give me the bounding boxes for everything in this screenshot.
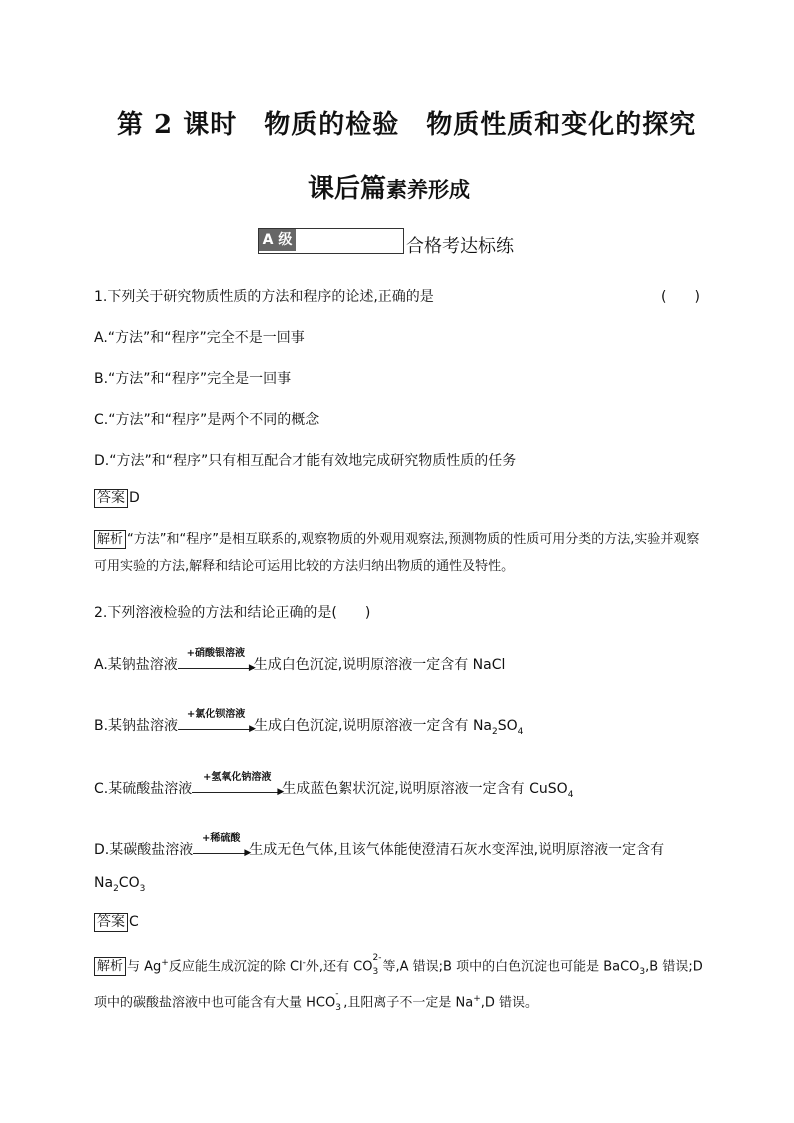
subtitle-part1: 课后篇 [308, 174, 387, 204]
explanation-text: 反应能生成沉淀的除 Cl [168, 959, 303, 975]
reagent-label: +氢氧化钠溶液 [203, 772, 272, 783]
subscript: 2 [113, 883, 119, 894]
reaction-arrow: +稀硫酸 ▶ [193, 846, 249, 854]
level-badge: A 级 [259, 229, 296, 251]
option-prefix: A.某钠盐溶液 [94, 657, 178, 673]
formula-part: CO [118, 875, 140, 891]
explanation-text: 与 Ag [127, 959, 162, 975]
superscript: + [473, 993, 481, 1004]
question-2-stem: 2.下列溶液检验的方法和结论正确的是( ) [94, 605, 371, 621]
subscript: 3 [372, 966, 379, 977]
option-conclusion: 生成蓝色絮状沉淀,说明原溶液一定含有 CuSO [282, 781, 568, 797]
option-conclusion: 生成白色沉淀,说明原溶液一定含有 NaCl [253, 657, 506, 673]
explanation-text: 外,还有 CO [305, 959, 373, 975]
ion-charge [335, 988, 343, 1013]
q1-option-a: A.“方法”和“程序”完全不是一回事 [94, 330, 305, 346]
q2-option-d-continued [94, 875, 145, 894]
explanation-tag: 解析 [94, 957, 126, 976]
explanation-text: ,B 错误;D 项中的碳酸盐溶液中也可能含有大量 HCO [94, 959, 703, 1011]
reagent-label: +稀硫酸 [202, 833, 241, 844]
subscript: 4 [567, 789, 574, 800]
q2-option-b [94, 709, 524, 737]
superscript: + [161, 958, 169, 968]
answer-value: D [129, 490, 140, 506]
subscript: 2 [492, 726, 498, 737]
option-prefix: C.某硫酸盐溶液 [94, 781, 193, 797]
subscript: 3 [639, 966, 646, 977]
reaction-arrow: +硝酸银溶液 ▶ [178, 661, 254, 669]
q1-answer [94, 489, 140, 508]
reaction-arrow: +氢氧化钠溶液 ▶ [192, 785, 282, 793]
option-conclusion: 生成白色沉淀,说明原溶液一定含有 Na [254, 718, 493, 734]
q1-option-b: B.“方法”和“程序”完全是一回事 [94, 371, 292, 387]
section-subtitle [308, 168, 470, 205]
q2-option-a [94, 648, 506, 674]
explanation-tag: 解析 [94, 530, 126, 549]
answer-value: C [129, 914, 139, 930]
q2-option-d [94, 833, 665, 859]
superscript: 2- [372, 952, 382, 963]
subscript: 3 [335, 1002, 341, 1013]
level-label: 合格考达标练 [406, 236, 514, 257]
explanation-text: 等,A 错误;B 项中的白色沉淀也可能是 BaCO [382, 959, 640, 975]
explanation-text: “方法”和“程序”是相互联系的,观察物质的外观用观察法,预测物质的性质可用分类的方法,实验并观察可用实验的方法,解释和结论可运用比较的方法归纳出物质的通性及特性。 [94, 532, 700, 574]
option-prefix: B.某钠盐溶液 [94, 718, 179, 734]
answer-tag: 答案 [94, 489, 128, 508]
subtitle-part2: 素养形成 [386, 177, 471, 202]
formula-part: SO [497, 718, 518, 734]
reagent-label: +硝酸银溶液 [186, 648, 245, 659]
reaction-arrow: +氯化钡溶液 ▶ [178, 722, 254, 730]
q1-explanation [94, 526, 706, 580]
q2-explanation [94, 950, 706, 1016]
reagent-label: +氯化钡溶液 [186, 709, 246, 720]
page-title: 第 2 课时 物质的检验 物质性质和变化的探究 [117, 110, 697, 140]
option-prefix: D.某碳酸盐溶液 [94, 842, 194, 858]
superscript: - [302, 958, 306, 968]
subscript: 3 [139, 883, 146, 894]
question-1-stem: 1.下列关于研究物质性质的方法和程序的论述,正确的是 [94, 289, 434, 305]
explanation-text: ,D 错误。 [480, 995, 539, 1011]
subscript: 4 [517, 726, 524, 737]
q2-option-c [94, 772, 574, 800]
q2-answer [94, 913, 139, 932]
formula-part: Na [94, 875, 114, 891]
q1-option-d: D.“方法”和“程序”只有相互配合才能有效地完成研究物质性质的任务 [94, 453, 517, 469]
question-1-paren: ( ) [661, 289, 700, 305]
option-conclusion: 生成无色气体,且该气体能使澄清石灰水变浑浊,说明原溶液一定含有 [249, 842, 665, 858]
answer-tag: 答案 [94, 913, 128, 932]
ion-charge [372, 952, 383, 977]
explanation-text: ,且阳离子不一定是 Na [343, 995, 474, 1011]
superscript: - [335, 988, 339, 999]
q1-option-c: C.“方法”和“程序”是两个不同的概念 [94, 412, 320, 428]
